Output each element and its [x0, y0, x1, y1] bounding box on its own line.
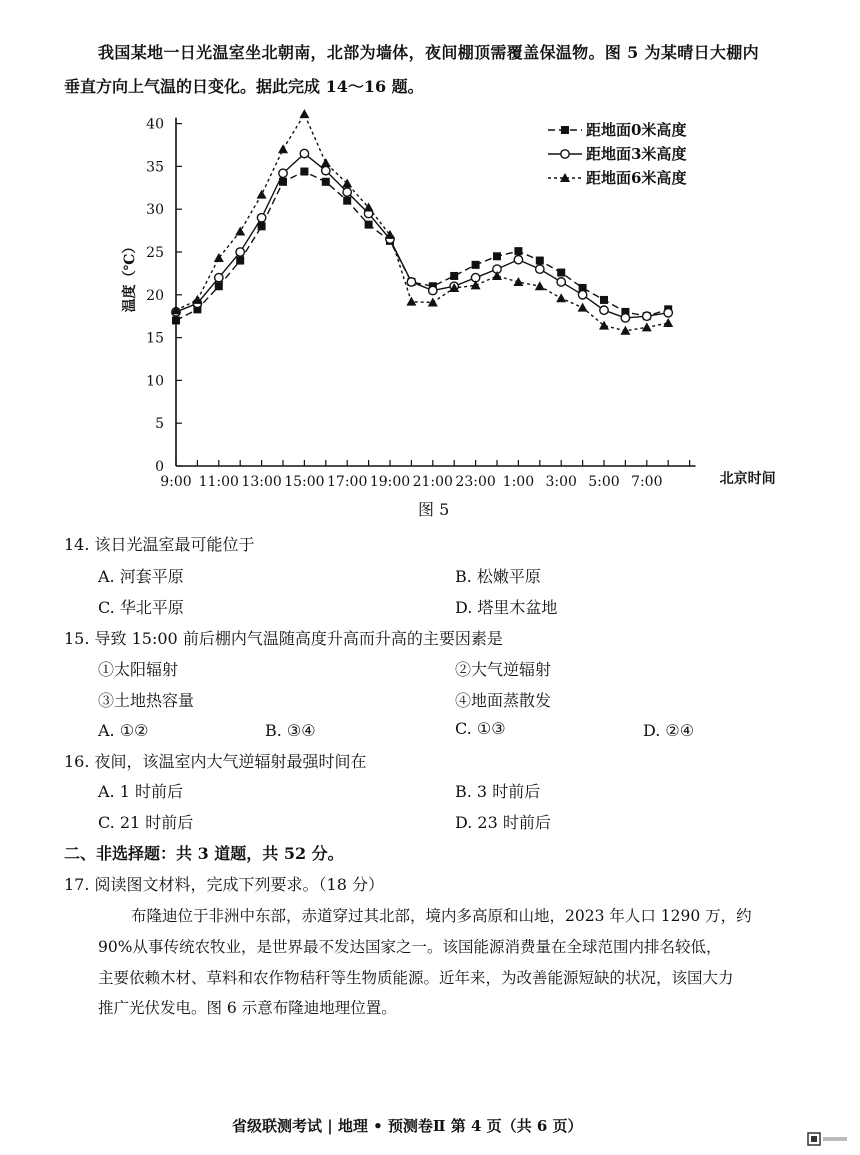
y-tick-label: 35	[146, 159, 164, 176]
qr-watermark-icon	[808, 1133, 848, 1147]
question-17-paragraph-line-3: 主要依赖木材、草料和农作物秸秆等生物质能源。近年来，为改善能源短缺的状况，该国大力	[98, 969, 734, 987]
y-tick-label: 15	[146, 330, 164, 347]
question-15-option-a[interactable]: A. ①②	[98, 721, 149, 740]
data-point-series-3	[342, 179, 352, 188]
data-point-series-2	[621, 314, 629, 322]
data-point-series-2	[514, 256, 522, 264]
data-point-series-1	[514, 247, 522, 255]
page-footer: 省级联测考试 | 地理 • 预测卷Ⅱ 第 4 页（共 6 页）	[232, 1117, 583, 1135]
data-point-series-1	[343, 197, 351, 205]
x-tick-label: 17:00	[327, 474, 368, 490]
series-line-1	[176, 172, 668, 321]
y-tick-label: 20	[146, 287, 164, 304]
data-point-series-2	[664, 309, 672, 317]
intro-line-2: 垂直方向上气温的日变化。据此完成 14～16 题。	[64, 77, 424, 96]
x-tick-label: 23:00	[455, 474, 496, 490]
question-15-option-d[interactable]: D. ②④	[643, 721, 695, 740]
legend-label-3: 距地面6米高度	[586, 169, 687, 187]
intro-line-1: 我国某地一日光温室坐北朝南，北部为墙体，夜间棚顶需覆盖保温物。图 5 为某晴日大棚内	[98, 43, 759, 62]
question-16-option-d[interactable]: D. 23 时前后	[455, 813, 551, 832]
y-tick-label: 30	[146, 202, 164, 219]
data-point-series-2	[322, 166, 330, 174]
x-tick-label: 13:00	[241, 474, 282, 490]
x-tick-label: 11:00	[198, 474, 239, 490]
data-point-series-2	[279, 169, 287, 177]
y-tick-label: 40	[146, 116, 164, 133]
figure-caption: 图 5	[418, 500, 450, 519]
x-tick-label: 7:00	[631, 474, 663, 490]
question-14-option-d[interactable]: D. 塔里木盆地	[455, 598, 558, 617]
data-point-series-3	[321, 158, 331, 167]
data-point-series-2	[300, 149, 308, 157]
question-15-item-4: ④地面蒸散发	[455, 691, 552, 710]
question-14-stem: 14. 该日光温室最可能位于	[64, 535, 255, 554]
data-point-series-1	[450, 272, 458, 280]
x-tick-label: 3:00	[545, 474, 577, 490]
data-point-series-1	[600, 296, 608, 304]
question-17-paragraph-line-1: 布隆迪位于非洲中东部，赤道穿过其北部，境内多高原和山地，2023 年人口 1290 万，约	[131, 907, 752, 925]
question-16-option-c[interactable]: C. 21 时前后	[98, 813, 194, 832]
data-point-series-3	[257, 190, 267, 199]
data-point-series-3	[663, 318, 673, 327]
data-point-series-3	[278, 144, 288, 153]
data-point-series-2	[536, 265, 544, 273]
question-17-paragraph-line-2: 90%从事传统农牧业，是世界最不发达国家之一。该国能源消费量在全球范围内排名较低，	[98, 938, 722, 956]
data-point-series-2	[643, 312, 651, 320]
temperature-line-chart	[110, 100, 776, 490]
data-point-series-1	[322, 178, 330, 186]
data-point-series-3	[235, 226, 245, 235]
question-15-option-b[interactable]: B. ③④	[265, 721, 316, 740]
question-14-option-c[interactable]: C. 华北平原	[98, 598, 184, 617]
legend-label-1: 距地面0米高度	[586, 121, 687, 139]
data-point-series-2	[407, 278, 415, 286]
question-16-stem: 16. 夜间，该温室内大气逆辐射最强时间在	[64, 752, 367, 771]
data-point-series-2	[257, 214, 265, 222]
question-15-item-2: ②大气逆辐射	[455, 660, 552, 679]
data-point-series-3	[513, 277, 523, 286]
x-tick-label: 5:00	[588, 474, 620, 490]
y-tick-label: 10	[146, 373, 164, 390]
data-point-series-3	[642, 322, 652, 331]
y-tick-label: 25	[146, 245, 164, 261]
data-point-series-1	[536, 257, 544, 265]
legend-marker-2	[561, 150, 569, 158]
question-17-paragraph-line-4: 推广光伏发电。图 6 示意布隆迪地理位置。	[98, 999, 397, 1017]
data-point-series-1	[172, 316, 180, 324]
data-point-series-1	[557, 269, 565, 277]
question-16-option-a[interactable]: A. 1 时前后	[98, 782, 183, 801]
x-axis-label: 北京时间	[719, 471, 776, 487]
data-point-series-2	[236, 248, 244, 256]
legend-marker-1	[561, 126, 569, 134]
x-tick-label: 15:00	[284, 474, 325, 490]
data-point-series-2	[578, 291, 586, 299]
data-point-series-1	[365, 221, 373, 229]
data-point-series-3	[599, 321, 609, 330]
section-2-heading: 二、非选择题：共 3 道题，共 52 分。	[64, 844, 344, 863]
x-tick-label: 9:00	[160, 474, 192, 490]
question-14-option-a[interactable]: A. 河套平原	[98, 567, 184, 586]
question-16-option-b[interactable]: B. 3 时前后	[455, 782, 541, 801]
data-point-series-3	[214, 253, 224, 262]
x-tick-label: 21:00	[412, 474, 453, 490]
question-17-stem: 17. 阅读图文材料，完成下列要求。（18 分）	[64, 875, 384, 894]
y-axis-label: 温度（℃）	[122, 239, 138, 313]
x-tick-label: 19:00	[369, 474, 411, 490]
legend-label-2: 距地面3米高度	[586, 145, 687, 163]
data-point-series-2	[215, 273, 223, 281]
data-point-series-2	[429, 286, 437, 294]
data-point-series-1	[215, 282, 223, 290]
data-point-series-3	[299, 109, 309, 118]
question-15-option-c[interactable]: C. ①③	[455, 719, 506, 738]
y-tick-label: 5	[155, 416, 164, 433]
data-point-series-1	[472, 261, 480, 269]
question-15-stem: 15. 导致 15:00 前后棚内气温随高度升高而升高的主要因素是	[64, 629, 503, 648]
x-tick-label: 1:00	[502, 474, 535, 490]
data-point-series-3	[535, 281, 545, 290]
data-point-series-3	[471, 280, 481, 289]
data-point-series-2	[557, 278, 565, 286]
data-point-series-3	[578, 303, 588, 312]
data-point-series-1	[300, 168, 308, 176]
data-point-series-2	[343, 188, 351, 196]
y-tick-label: 0	[155, 459, 164, 475]
question-15-item-3: ③土地热容量	[98, 691, 195, 710]
question-15-item-1: ①太阳辐射	[98, 660, 179, 679]
data-point-series-2	[600, 306, 608, 314]
question-14-option-b[interactable]: B. 松嫩平原	[455, 567, 541, 586]
data-point-series-1	[493, 252, 501, 260]
data-point-series-1	[236, 257, 244, 265]
data-point-series-3	[556, 293, 566, 302]
